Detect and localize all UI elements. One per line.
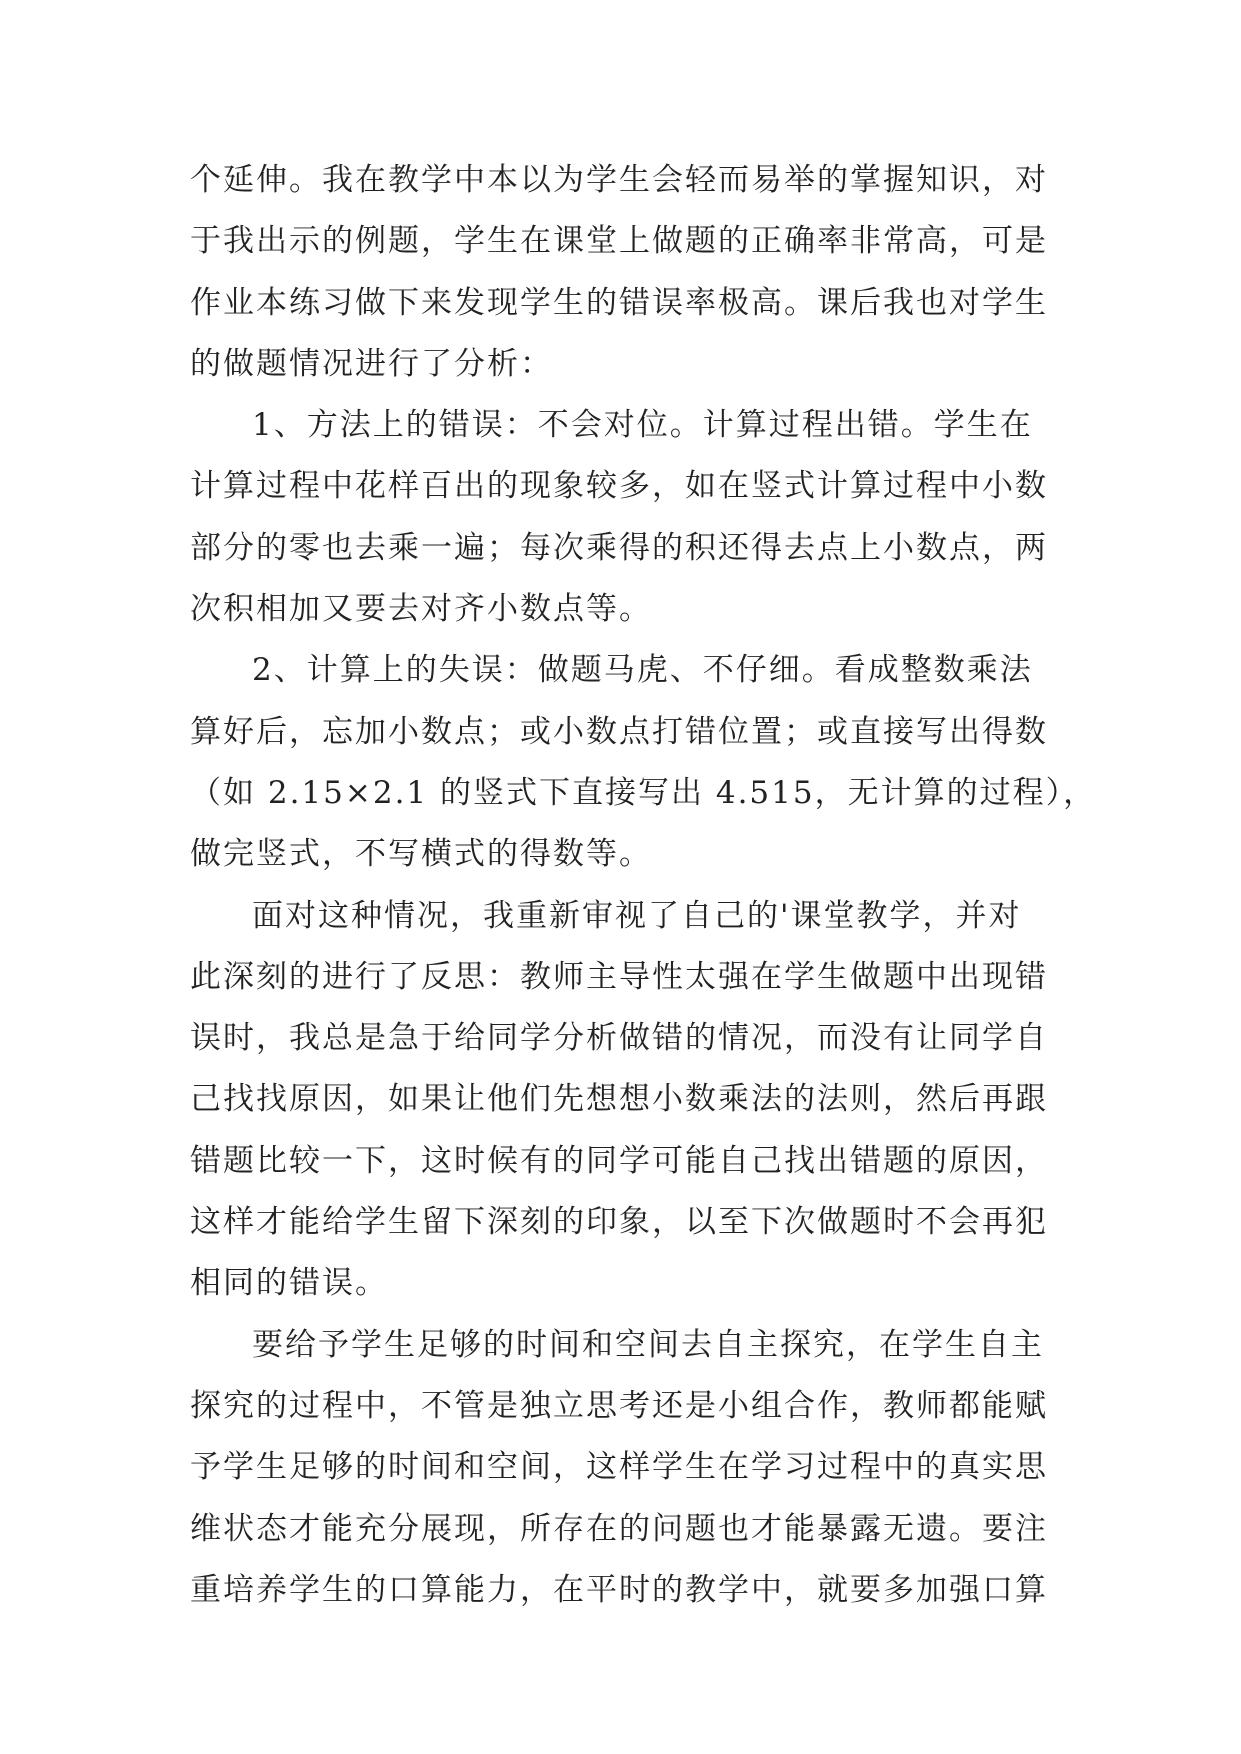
paragraph-first-line: 1、方法上的错误：不会对位。计算过程出错。学生在	[252, 407, 1033, 444]
text-line: 个延伸。我在教学中本以为学生会轻而易举的掌握知识，对	[190, 162, 1048, 198]
text-line: 探究的过程中，不管是独立思考还是小组合作，教师都能赋	[190, 1387, 1048, 1424]
paragraph-first-line: 面对这种情况，我重新审视了自己的'课堂教学，并对	[252, 897, 1022, 934]
text-line: 部分的零也去乘一遍；每次乘得的积还得去点上小数点，两	[190, 529, 1048, 566]
text-line: 作业本练习做下来发现学生的错误率极高。课后我也对学生	[190, 284, 1048, 321]
text-line: 算好后，忘加小数点；或小数点打错位置；或直接写出得数	[190, 713, 1048, 750]
paragraph-first-line: 要给予学生足够的时间和空间去自主探究，在学生自主	[252, 1326, 1044, 1363]
text-line: 次积相加又要去对齐小数点等。	[190, 591, 652, 628]
document-body	[190, 150, 1097, 1621]
text-line: 错题比较一下，这时候有的同学可能自己找出错题的原因，	[190, 1142, 1048, 1179]
text-line: 重培养学生的口算能力，在平时的教学中，就要多加强口算	[190, 1571, 1048, 1608]
text-line: 的做题情况进行了分析：	[190, 345, 553, 382]
text-line: 做完竖式，不写横式的得数等。	[190, 836, 652, 873]
text-line: 计算过程中花样百出的现象较多，如在竖式计算过程中小数	[190, 468, 1048, 505]
text-line: 这样才能给学生留下深刻的印象，以至下次做题时不会再犯	[190, 1204, 1048, 1241]
text-line: 此深刻的进行了反思：教师主导性太强在学生做题中出现错	[190, 958, 1048, 995]
paragraph-first-line: 2、计算上的失误：做题马虎、不仔细。看成整数乘法	[252, 652, 1033, 689]
text-line: 相同的错误。	[190, 1265, 388, 1302]
text-line: 予学生足够的时间和空间，这样学生在学习过程中的真实思	[190, 1449, 1048, 1486]
text-line: 维状态才能充分展现，所存在的问题也才能暴露无遗。要注	[190, 1510, 1048, 1547]
text-line: 于我出示的例题，学生在课堂上做题的正确率非常高，可是	[190, 223, 1048, 260]
text-line: 己找找原因，如果让他们先想想小数乘法的法则，然后再跟	[190, 1081, 1048, 1118]
text-line: 误时，我总是急于给同学分析做错的情况，而没有让同学自	[190, 1020, 1048, 1057]
text-line: （如 2.15×2.1 的竖式下直接写出 4.515，无计算的过程），	[190, 774, 1097, 811]
